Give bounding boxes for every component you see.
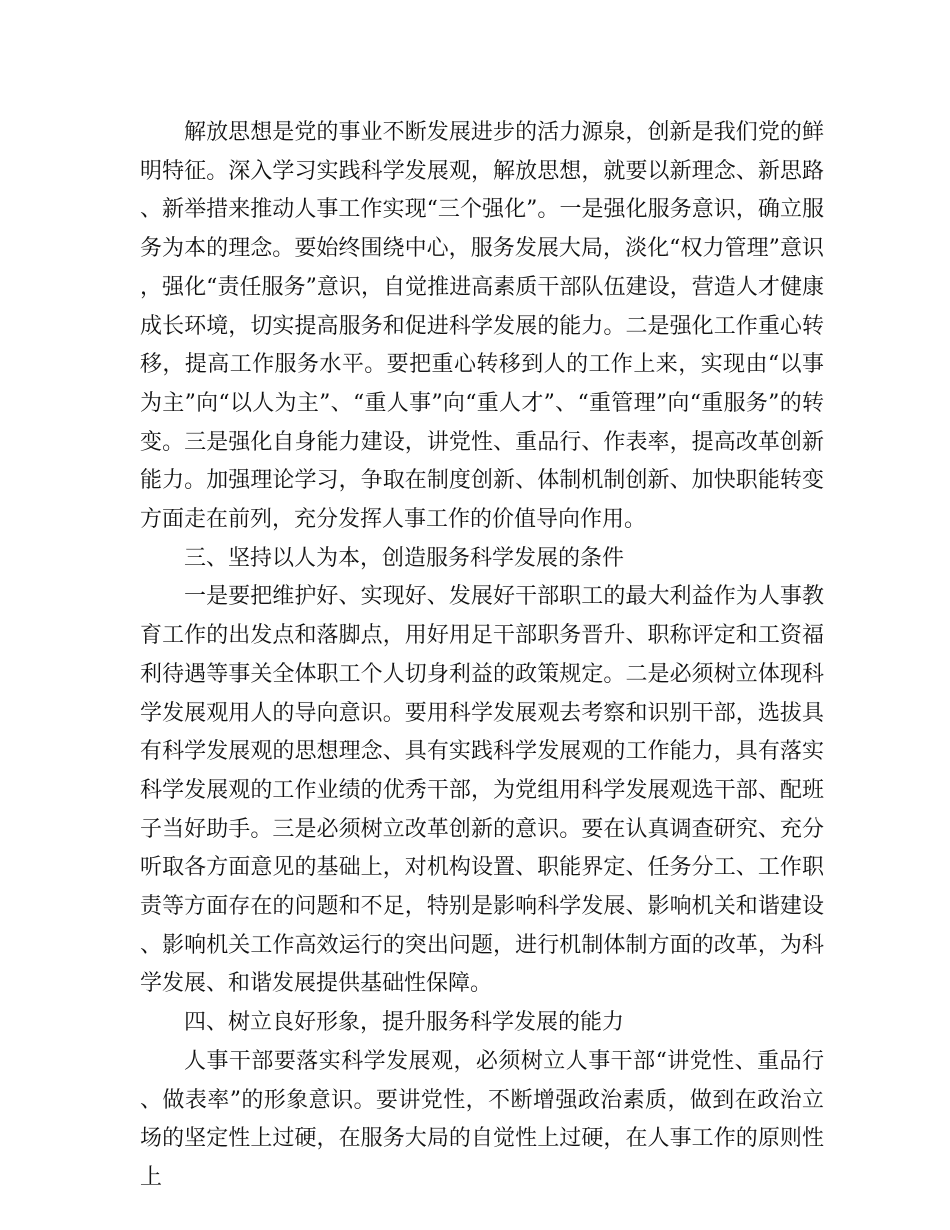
- body-paragraph-1: 解放思想是党的事业不断发展进步的活力源泉，创新是我们党的鲜明特征。深入学习实践科学发展观，解放思想，就要以新理念、新思路、新举措来推动人事工作实现“三个强化”。一是强化服务意识，确立服务为本的理念。要始终围绕中心，服务发展大局，淡化“权力管理”意识，强化“责任服务”意识，自觉推进高素质干部队伍建设，营造人才健康成长环境，切实提高服务和促进科学发展的能力。二是强化工作重心转移，提高工作服务水平。要把重心转移到人的工作上来，实现由“以事为主”向“以人为主”、“重人事”向“重人才”、“重管理”向“重服务”的转变。三是强化自身能力建设，讲党性、重品行、作表率，提高改革创新能力。加强理论学习，争取在制度创新、体制机制创新、加快职能转变方面走在前列，充分发挥人事工作的价值导向作用。: [140, 120, 824, 533]
- section-heading-3: 三、坚持以人为本，创造服务科学发展的条件: [184, 545, 625, 571]
- document-body: [140, 114, 824, 1198]
- body-paragraph-3: 人事干部要落实科学发展观，必须树立人事干部“讲党性、重品行、做表率”的形象意识。要讲党性，不断增强政治素质，做到在政治立场的坚定性上过硬，在服务大局的自觉性上过硬，在人事工作的原则性上: [140, 1048, 824, 1190]
- body-paragraph-2: 一是要把维护好、实现好、发展好干部职工的最大利益作为人事教育工作的出发点和落脚点，用好用足干部职务晋升、职称评定和工资福利待遇等事关全体职工个人切身利益的政策规定。二是必须树立体现科学发展观用人的导向意识。要用科学发展观去考察和识别干部，选拔具有科学发展观的思想理念、具有实践科学发展观的工作能力，具有落实科学发展观的工作业绩的优秀干部，为党组用科学发展观选干部、配班子当好助手。三是必须树立改革创新的意识。要在认真调查研究、充分听取各方面意见的基础上，对机构设置、职能界定、任务分工、工作职责等方面存在的问题和不足，特别是影响科学发展、影响机关和谐建设、影响机关工作高效运行的突出问题，进行机制体制方面的改革，为科学发展、和谐发展提供基础性保障。: [140, 584, 824, 997]
- section-heading-4: 四、树立良好形象，提升服务科学发展的能力: [184, 1010, 625, 1036]
